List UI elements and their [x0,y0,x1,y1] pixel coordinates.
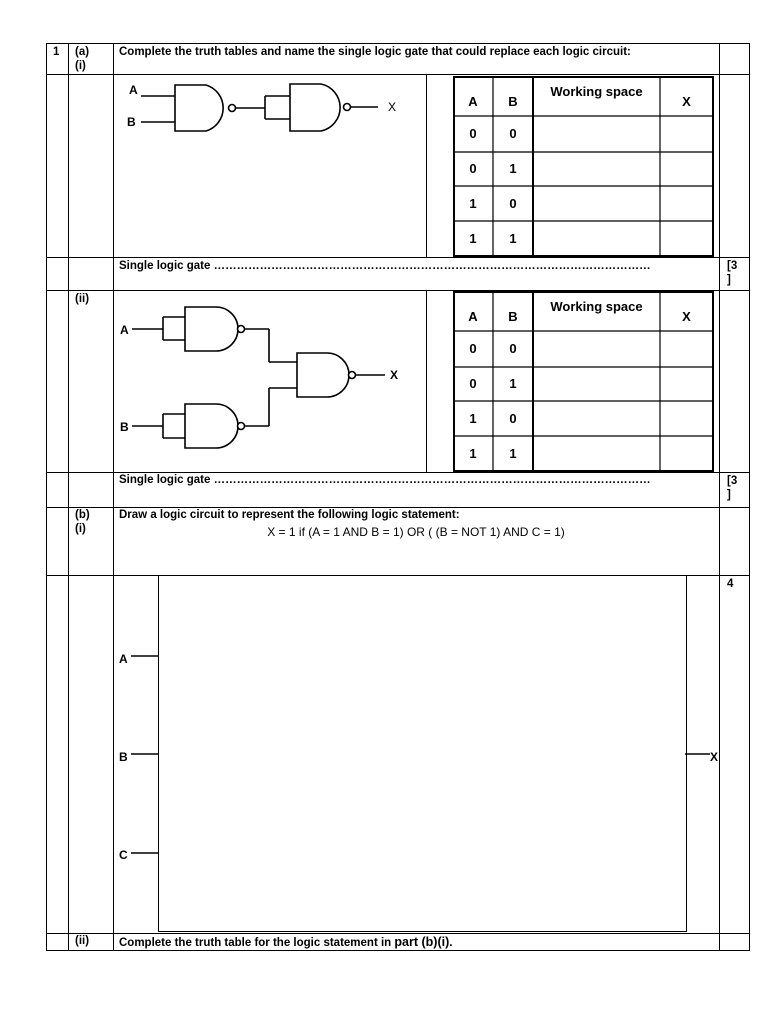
part-a-label: (a) [75,46,90,58]
part-b-ii-instruction: Complete the truth table for the logic statement in part (b)(i). [119,935,453,949]
marks-a-ii: [3 ] [727,475,738,501]
circuit-2-diagram [113,290,426,472]
answer-line-2[interactable]: Single logic gate …………………………………………………………………………………………………… [119,474,651,486]
nand-gate-icon [185,307,245,351]
part-b-instruction: Draw a logic circuit to represent the following logic statement: [119,509,460,521]
circuit-3-input-a: A [119,652,128,666]
tt2-row2-b: 1 [509,376,517,391]
tt1-row3-b: 0 [509,196,517,211]
part-a-i-label: (i) [75,60,86,72]
tt1-header-working: Working space [550,84,643,99]
tt2-row3-b: 0 [509,411,517,426]
tt1-row2-b: 1 [509,161,517,176]
tt2-row3-a: 1 [469,411,477,426]
marks-b-i: 4 [727,578,734,590]
circuit-3-output: X [710,750,719,764]
tt2-row1-a: 0 [469,341,477,356]
circuit-3-input-b: B [119,750,128,764]
tt1-header-a: A [468,94,478,109]
circuit-3-input-c: C [119,848,128,862]
part-b-label: (b) [75,509,90,521]
question-number: 1 [53,46,60,58]
tt2-header-a: A [468,309,478,324]
marks-a-i: [3 ] [727,260,738,286]
circuit-1-diagram [113,74,426,257]
logic-statement: X = 1 if (A = 1 AND B = 1) OR ( (B = NOT 1) AND C = 1) [267,525,565,539]
tt2-row1-b: 0 [509,341,517,356]
tt2-row4-b: 1 [509,446,517,461]
tt1-row4-a: 1 [469,231,477,246]
nand-gate-icon [297,353,356,397]
circuit-2-input-a: A [120,323,129,337]
circuit-1-input-a: A [129,83,138,97]
tt1-row3-a: 1 [469,196,477,211]
tt2-row4-a: 1 [469,446,477,461]
answer-line-1[interactable]: Single logic gate …………………………………………………………………………………………………… [119,260,651,272]
tt2-header-b: B [508,309,518,324]
nand-gate-icon [175,85,236,131]
circuit-1-output: X [388,100,397,114]
circuit-2-input-b: B [120,420,129,434]
tt2-header-working: Working space [550,299,643,314]
tt1-header-b: B [508,94,518,109]
circuit-3-frame [113,575,719,933]
tt2-row2-a: 0 [469,376,477,391]
tt1-row1-b: 0 [509,126,517,141]
tt1-header-x: X [682,94,691,109]
part-b-i-label: (i) [75,523,86,535]
nand-gate-icon [185,404,245,448]
part-b-ii-label: (ii) [75,935,90,947]
tt1-row2-a: 0 [469,161,477,176]
tt2-header-x: X [682,309,691,324]
part-a-instruction: Complete the truth tables and name the single logic gate that could replace each logic circuit: [119,46,631,58]
circuit-1-input-b: B [127,115,136,129]
part-a-ii-label: (ii) [75,293,90,305]
tt1-row4-b: 1 [509,231,517,246]
circuit-2-output: X [390,368,399,382]
tt1-row1-a: 0 [469,126,477,141]
nand-gate-icon [290,84,351,131]
